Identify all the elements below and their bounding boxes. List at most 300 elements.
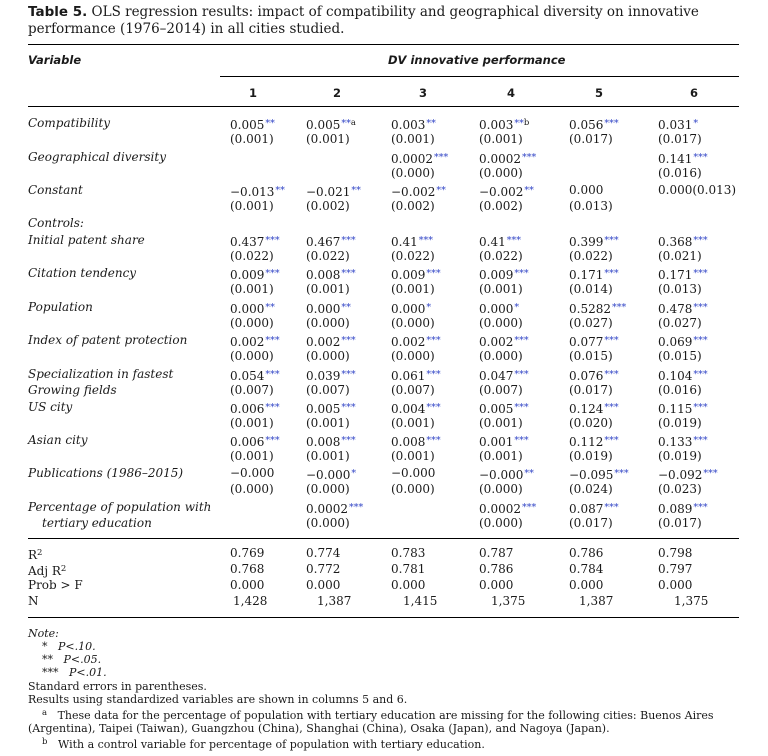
table-cell [306, 300, 351, 317]
cell-value: 0.002 [230, 335, 265, 349]
cell-value: 0.5282 [569, 302, 611, 316]
note-sig3-mark: *** [42, 666, 59, 679]
column-number: 3 [418, 86, 427, 100]
note-footnote-b [28, 736, 485, 751]
table-cell [391, 233, 433, 250]
significance-stars: *** [265, 335, 280, 346]
footnote-b-mark: b [42, 737, 48, 747]
cell-value: 0.003 [479, 118, 514, 132]
stat-value: 0.000 [479, 578, 514, 592]
table-cell [658, 233, 708, 250]
table-cell [230, 233, 280, 250]
significance-stars: *** [693, 502, 708, 513]
row-label-continuation: Growing fields [28, 383, 117, 397]
note-footnote-a [28, 707, 740, 735]
footnote-a-text: These data for the percentage of population with tertiary education are missing for the following cities: Buenos Aires (Argentina), Taipei (Taiwan), Guangzhou (China), Shanghai (China), Osaka (Japan), and Nagoya (Japan). [28, 709, 714, 735]
significance-stars: *** [693, 435, 708, 446]
significance-stars: *** [703, 468, 718, 479]
column-number: 5 [594, 86, 603, 100]
stat-value: 0.000 [230, 578, 265, 592]
stat-value: 0.797 [658, 562, 693, 576]
table-cell [479, 116, 529, 133]
significance-stars: *** [341, 235, 356, 246]
cell-value: 0.076 [569, 369, 604, 383]
significance-stars: *** [514, 402, 529, 413]
significance-stars: ** [514, 118, 524, 129]
note-sig2 [42, 653, 101, 666]
table-cell [569, 300, 626, 317]
standard-error: (0.002) [391, 199, 435, 213]
table-cell [391, 266, 441, 283]
standard-error: (0.014) [569, 282, 613, 296]
table-cell [658, 466, 718, 483]
standard-error: (0.001) [391, 132, 435, 146]
standard-error: (0.002) [306, 199, 350, 213]
table-cell [658, 400, 708, 417]
cell-value: 0.002 [391, 335, 426, 349]
dv-rule [220, 76, 739, 77]
cell-value: 0.056 [569, 118, 604, 132]
significance-stars: *** [265, 369, 280, 380]
standard-error: (0.000) [479, 482, 523, 496]
cell-value: 0.41 [479, 235, 506, 249]
stat-label [28, 562, 66, 579]
row-label: Compatibility [28, 116, 111, 130]
standard-error: (0.020) [569, 416, 613, 430]
cell-value: −0.021 [306, 185, 351, 199]
standard-error: (0.015) [569, 349, 613, 363]
table-cell [230, 300, 275, 317]
stat-label-text: Prob > F [28, 578, 83, 592]
significance-stars: *** [614, 468, 629, 479]
stat-value: 0.000 [569, 578, 604, 592]
cell-value: 0.054 [230, 369, 265, 383]
stat-value: 0.000 [391, 578, 426, 592]
standard-error: (0.017) [658, 516, 702, 530]
standard-error: (0.000) [230, 349, 274, 363]
standard-error: (0.017) [569, 516, 613, 530]
cell-value: 0.006 [230, 435, 265, 449]
significance-stars: *** [514, 435, 529, 446]
significance-stars: ** [265, 118, 275, 129]
standard-error: (0.021) [658, 249, 702, 263]
stat-value: 0.000 [306, 578, 341, 592]
table-cell [391, 300, 431, 317]
cell-value: 0.008 [306, 435, 341, 449]
significance-stars: ** [351, 185, 361, 196]
cell-value: 0.004 [391, 402, 426, 416]
cell-value: 0.000 [230, 302, 265, 316]
standard-error: (0.019) [658, 449, 702, 463]
footnote-a-mark: a [42, 708, 48, 718]
cell-value: 0.112 [569, 435, 604, 449]
table-cell [479, 400, 529, 417]
significance-stars: *** [693, 152, 708, 163]
standard-error: (0.001) [479, 416, 523, 430]
significance-stars: *** [506, 235, 521, 246]
column-number: 1 [248, 86, 257, 100]
note-title: Note: [28, 627, 59, 640]
top-rule [28, 44, 739, 45]
standard-error: (0.017) [658, 132, 702, 146]
table-cell [230, 116, 275, 133]
note-sig3 [42, 666, 107, 679]
cell-value: −0.002 [479, 185, 524, 199]
standard-error: (0.019) [569, 449, 613, 463]
cell-value: 0.005 [306, 402, 341, 416]
cell-value: 0.368 [658, 235, 693, 249]
table-cell [658, 333, 708, 350]
stat-value: 0.000 [658, 578, 693, 592]
standard-error: (0.022) [391, 249, 435, 263]
standard-error: (0.000) [306, 516, 350, 530]
significance-stars: *** [693, 335, 708, 346]
standard-error: (0.000) [391, 316, 435, 330]
standard-error: (0.017) [569, 132, 613, 146]
cell-value: 0.008 [306, 268, 341, 282]
table-cell [658, 500, 708, 517]
standard-error: (0.024) [569, 482, 613, 496]
column-number: 2 [332, 86, 341, 100]
standard-error: (0.016) [658, 166, 702, 180]
significance-stars: *** [604, 435, 619, 446]
standard-error: (0.001) [230, 282, 274, 296]
stat-value: 1,387 [579, 594, 614, 608]
cell-value: 0.171 [658, 268, 693, 282]
table-cell [479, 466, 534, 483]
stat-label [28, 546, 42, 563]
standard-error: (0.001) [479, 449, 523, 463]
table-cell [230, 367, 280, 384]
table-cell [391, 466, 435, 481]
stats-rule [28, 538, 739, 539]
table-cell [479, 333, 529, 350]
cell-value: −0.000 [306, 468, 351, 482]
cell-value: (0.017) [569, 383, 613, 397]
note-sig3-text: P<.01. [69, 666, 107, 679]
cell-value: 0.0002 [479, 502, 521, 516]
standard-error: (0.013) [658, 282, 702, 296]
variable-header: Variable [28, 53, 82, 67]
stat-value: 0.784 [569, 562, 604, 576]
standard-error: (0.013) [569, 199, 613, 213]
cell-value: 0.005 [479, 402, 514, 416]
cell-value: 0.002 [479, 335, 514, 349]
table-cell [569, 367, 619, 384]
stat-label-sup: 2 [37, 548, 43, 558]
cell-value: 0.437 [230, 235, 265, 249]
table-cell [658, 183, 736, 198]
cell-value: 0.061 [391, 369, 426, 383]
note-sig2-text: P<.05. [63, 653, 102, 666]
table-cell [391, 150, 448, 167]
standard-error: (0.000) [306, 482, 350, 496]
cell-value: 0.031 [658, 118, 693, 132]
significance-stars: *** [426, 435, 441, 446]
significance-stars: ** [426, 118, 436, 129]
cell-value: −0.000 [391, 466, 436, 480]
table-cell [306, 433, 356, 450]
table-cell [306, 116, 356, 133]
cell-value: −0.002 [391, 185, 436, 199]
table-cell [569, 116, 619, 133]
standard-error: (0.001) [479, 132, 523, 146]
cell-value: 0.047 [479, 369, 514, 383]
row-label: Geographical diversity [28, 150, 166, 164]
standard-error: (0.000) [230, 316, 274, 330]
table-cell [479, 300, 519, 317]
significance-stars: *** [341, 435, 356, 446]
table-cell [306, 466, 356, 483]
significance-stars: *** [265, 435, 280, 446]
table-cell [479, 183, 534, 200]
significance-stars: ** [524, 468, 534, 479]
cell-value: 0.115 [658, 402, 693, 416]
significance-stars: *** [604, 369, 619, 380]
significance-stars: ** [524, 185, 534, 196]
significance-stars: *** [604, 502, 619, 513]
table-cell [658, 116, 698, 133]
standard-error: (0.001) [230, 132, 274, 146]
cell-value: −0.013 [230, 185, 275, 199]
cell-value: −0.092 [658, 468, 703, 482]
stat-label-text: N [28, 594, 39, 608]
stat-value: 0.774 [306, 546, 341, 560]
standard-error: (0.001) [391, 282, 435, 296]
significance-stars: * [426, 302, 432, 313]
table-cell [230, 400, 280, 417]
column-number: 4 [506, 86, 515, 100]
standard-error: (0.023) [658, 482, 702, 496]
cell-value: 0.009 [230, 268, 265, 282]
standard-error: (0.019) [658, 416, 702, 430]
cell-value: 0.399 [569, 235, 604, 249]
standard-error: (0.022) [230, 249, 274, 263]
table-caption [28, 4, 748, 38]
standard-error: (0.001) [306, 282, 350, 296]
table-cell [569, 333, 619, 350]
table-cell [391, 367, 441, 384]
standard-error: (0.001) [230, 449, 274, 463]
cell-value: (0.007) [391, 383, 435, 397]
cell-value: 0.008 [391, 435, 426, 449]
significance-stars: *** [341, 268, 356, 279]
stat-value: 0.783 [391, 546, 426, 560]
significance-stars: *** [349, 502, 364, 513]
table-cell [230, 266, 280, 283]
standard-error: (0.001) [391, 416, 435, 430]
stat-value: 0.781 [391, 562, 426, 576]
stat-value: 0.786 [479, 562, 514, 576]
table-label: Table 5. [28, 4, 88, 20]
cell-value: (0.007) [306, 383, 350, 397]
cell-value: 0.171 [569, 268, 604, 282]
table-cell [569, 183, 603, 198]
table-cell [230, 433, 280, 450]
cell-value: 0.069 [658, 335, 693, 349]
table-cell [391, 183, 446, 200]
table-cell [391, 400, 441, 417]
table-cell [569, 466, 629, 483]
cell-value: 0.003 [391, 118, 426, 132]
significance-stars: ** [265, 302, 275, 313]
table-cell [230, 183, 285, 200]
significance-stars: *** [612, 302, 627, 313]
table-cell [658, 367, 708, 384]
standard-error: (0.015) [658, 349, 702, 363]
standard-error: (0.027) [569, 316, 613, 330]
standard-error: (0.000) [479, 316, 523, 330]
standard-error: (0.001) [230, 199, 274, 213]
significance-stars: *** [693, 235, 708, 246]
table-cell [479, 266, 529, 283]
cell-value: 0.089 [658, 502, 693, 516]
standard-error: (0.000) [479, 349, 523, 363]
stat-value: 1,415 [403, 594, 438, 608]
row-label: Citation tendency [28, 266, 137, 280]
standard-error: (0.022) [306, 249, 350, 263]
table-cell [306, 333, 356, 350]
significance-stars: *** [693, 369, 708, 380]
significance-stars: ** [341, 302, 351, 313]
significance-stars: *** [522, 152, 537, 163]
cell-value: 0.0002 [391, 152, 433, 166]
cell-value: (0.007) [230, 383, 274, 397]
table-cell [391, 433, 441, 450]
significance-stars: ** [275, 185, 285, 196]
row-label: Index of patent protection [28, 333, 188, 347]
cell-value: 0.006 [230, 402, 265, 416]
table-cell [658, 383, 702, 398]
cell-value: 0.039 [306, 369, 341, 383]
significance-stars: * [693, 118, 699, 129]
note-standard-errors: Standard errors in parentheses. [28, 680, 207, 693]
significance-stars: *** [604, 268, 619, 279]
cell-value: 0.000(0.013) [658, 183, 737, 197]
significance-stars: *** [426, 369, 441, 380]
stat-value: 1,428 [233, 594, 268, 608]
cell-value: 0.009 [479, 268, 514, 282]
table-cell [569, 400, 619, 417]
significance-stars: *** [604, 118, 619, 129]
cell-value: 0.467 [306, 235, 341, 249]
significance-stars: *** [426, 335, 441, 346]
significance-stars: *** [514, 369, 529, 380]
significance-stars: *** [514, 335, 529, 346]
significance-stars: *** [265, 235, 280, 246]
stat-value: 0.786 [569, 546, 604, 560]
stat-value: 1,387 [317, 594, 352, 608]
standard-error: (0.001) [306, 132, 350, 146]
cell-value: 0.009 [391, 268, 426, 282]
table-cell [479, 233, 521, 250]
cell-value: 0.005 [230, 118, 265, 132]
significance-stars: *** [522, 502, 537, 513]
table-cell [479, 433, 529, 450]
significance-stars: *** [604, 402, 619, 413]
cell-value: 0.001 [479, 435, 514, 449]
significance-stars: ** [436, 185, 446, 196]
table-cell [306, 266, 356, 283]
table-cell [230, 466, 274, 481]
standard-error: (0.000) [479, 516, 523, 530]
significance-stars: *** [514, 268, 529, 279]
controls-label: Controls: [28, 216, 84, 230]
significance-stars: *** [693, 402, 708, 413]
significance-stars: *** [341, 369, 356, 380]
cell-value: 0.41 [391, 235, 418, 249]
header-rule [28, 106, 739, 107]
cell-value: 0.104 [658, 369, 693, 383]
table-cell [569, 266, 619, 283]
stat-value: 1,375 [674, 594, 709, 608]
significance-stars: *** [265, 402, 280, 413]
cell-value: 0.000 [306, 302, 341, 316]
cell-value: 0.0002 [479, 152, 521, 166]
table-cell [306, 383, 350, 398]
stat-label-text: Adj R [28, 564, 61, 578]
table-cell [658, 433, 708, 450]
cell-value: −0.000 [479, 468, 524, 482]
footnote-mark: a [350, 118, 356, 128]
row-label: Initial patent share [28, 233, 145, 247]
significance-stars: *** [341, 335, 356, 346]
table-cell [479, 367, 529, 384]
note-sig1-mark: * [42, 640, 48, 653]
row-label: Asian city [28, 433, 88, 447]
standard-error: (0.002) [479, 199, 523, 213]
table-cell [658, 300, 708, 317]
note-sig1-text: P<.10. [58, 640, 96, 653]
significance-stars: *** [341, 402, 356, 413]
significance-stars: *** [426, 268, 441, 279]
cell-value: 0.000 [391, 302, 426, 316]
significance-stars: *** [693, 268, 708, 279]
table-cell [306, 367, 356, 384]
row-label: Percentage of population with [28, 500, 212, 514]
row-label: US city [28, 400, 73, 414]
significance-stars: * [351, 468, 357, 479]
note-sig1 [42, 640, 96, 653]
table-cell [306, 500, 363, 517]
dv-header: DV innovative performance [388, 53, 566, 67]
table-cell [230, 383, 274, 398]
standard-error: (0.000) [230, 482, 274, 496]
significance-stars: *** [426, 402, 441, 413]
table-cell [479, 383, 523, 398]
significance-stars: *** [693, 302, 708, 313]
standard-error: (0.022) [569, 249, 613, 263]
table-cell [569, 233, 619, 250]
cell-value: 0.087 [569, 502, 604, 516]
significance-stars: *** [434, 152, 449, 163]
significance-stars: *** [604, 235, 619, 246]
table-cell [306, 400, 356, 417]
stat-value: 0.769 [230, 546, 265, 560]
cell-value: 0.478 [658, 302, 693, 316]
standard-error: (0.001) [230, 416, 274, 430]
standard-error: (0.000) [306, 349, 350, 363]
standard-error: (0.000) [391, 349, 435, 363]
table-cell [306, 183, 361, 200]
note-standardized: Results using standardized variables are shown in columns 5 and 6. [28, 693, 408, 706]
row-label: Publications (1986–2015) [28, 466, 184, 480]
table-cell [306, 233, 356, 250]
stat-value: 1,375 [491, 594, 526, 608]
row-label: Specialization in fastest [28, 367, 174, 381]
significance-stars: ** [341, 118, 351, 129]
standard-error: (0.022) [479, 249, 523, 263]
